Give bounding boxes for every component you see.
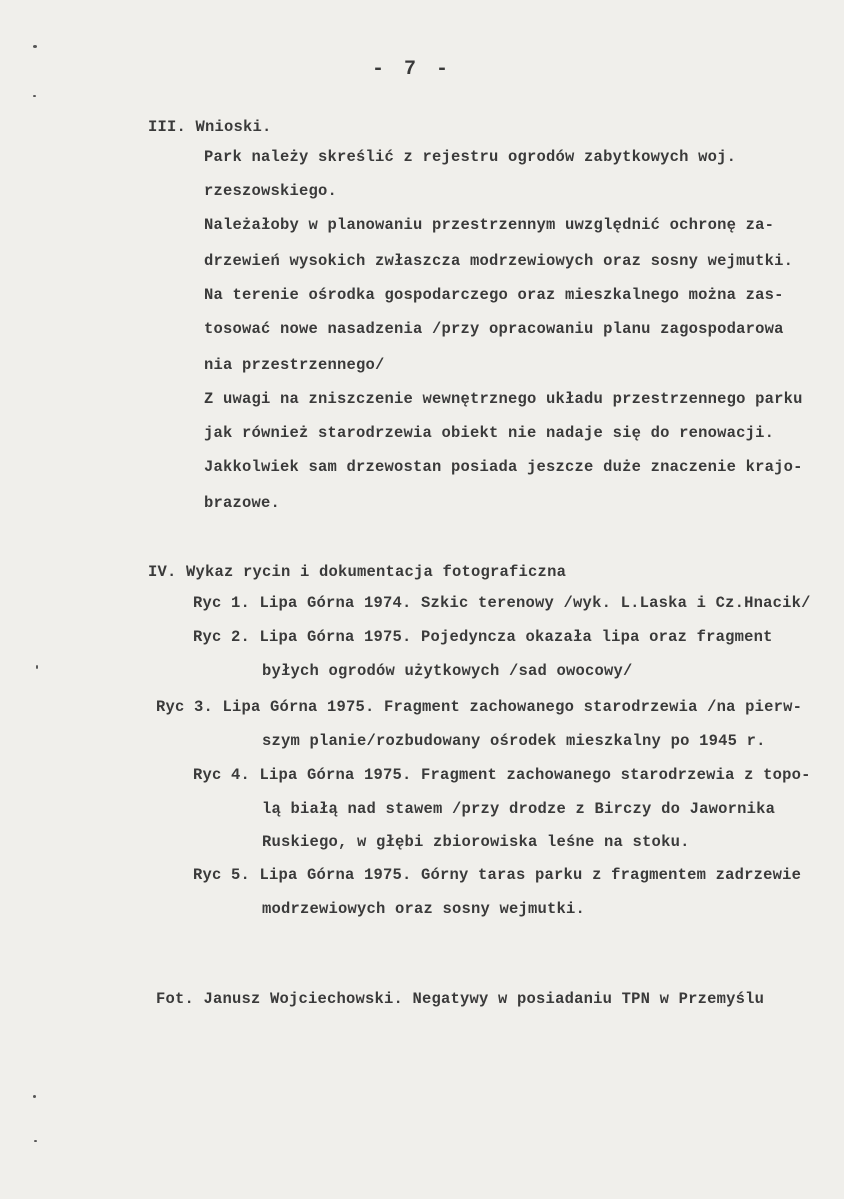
section-heading: III. Wnioski. [148, 118, 272, 136]
text-line: jak również starodrzewia obiekt nie nadaje się do renowacji. [204, 424, 775, 442]
text-line: drzewień wysokich zwłaszcza modrzewiowych oraz sosny wejmutki. [204, 252, 794, 270]
page-number: - 7 - [372, 58, 453, 81]
figure-item: Ryc 3. Lipa Górna 1975. Fragment zachowanego starodrzewia /na pierw- [156, 698, 803, 716]
section-heading: IV. Wykaz rycin i dokumentacja fotograficzna [148, 563, 567, 581]
figure-item-cont: Ruskiego, w głębi zbiorowiska leśne na stoku. [262, 833, 690, 851]
paper-speck [33, 95, 36, 97]
figure-item-cont: modrzewiowych oraz sosny wejmutki. [262, 900, 586, 918]
paper-speck [33, 45, 37, 48]
text-line: Jakkolwiek sam drzewostan posiada jeszcze duże znaczenie krajo- [204, 458, 803, 476]
text-line: Na terenie ośrodka gospodarczego oraz mieszkalnego można zas- [204, 286, 784, 304]
figure-item: Ryc 5. Lipa Górna 1975. Górny taras parku z fragmentem zadrzewie [193, 866, 802, 884]
paper-speck [33, 1095, 36, 1098]
figure-item: Ryc 4. Lipa Górna 1975. Fragment zachowanego starodrzewia z topo- [193, 766, 811, 784]
figure-item-cont: lą białą nad stawem /przy drodze z Birczy do Jawornika [262, 800, 776, 818]
text-line: brazowe. [204, 494, 281, 512]
figure-item-cont: szym planie/rozbudowany ośrodek mieszkalny po 1945 r. [262, 732, 766, 750]
text-line: rzeszowskiego. [204, 182, 338, 200]
text-line: Należałoby w planowaniu przestrzennym uwzględnić ochronę za- [204, 216, 775, 234]
figure-item-cont: byłych ogrodów użytkowych /sad owocowy/ [262, 662, 633, 680]
text-line: tosować nowe nasadzenia /przy opracowaniu planu zagospodarowa [204, 320, 784, 338]
text-line: Park należy skreślić z rejestru ogrodów zabytkowych woj. [204, 148, 737, 166]
paper-speck [36, 665, 38, 669]
figure-item: Ryc 2. Lipa Górna 1975. Pojedyncza okazała lipa oraz fragment [193, 628, 773, 646]
text-line: nia przestrzennego/ [204, 356, 385, 374]
figure-item: Ryc 1. Lipa Górna 1974. Szkic terenowy /wyk. L.Laska i Cz.Hnacik/ [193, 594, 811, 612]
photo-credit: Fot. Janusz Wojciechowski. Negatywy w posiadaniu TPN w Przemyślu [156, 990, 765, 1008]
text-line: Z uwagi na zniszczenie wewnętrznego układu przestrzennego parku [204, 390, 803, 408]
paper-speck [34, 1140, 37, 1142]
